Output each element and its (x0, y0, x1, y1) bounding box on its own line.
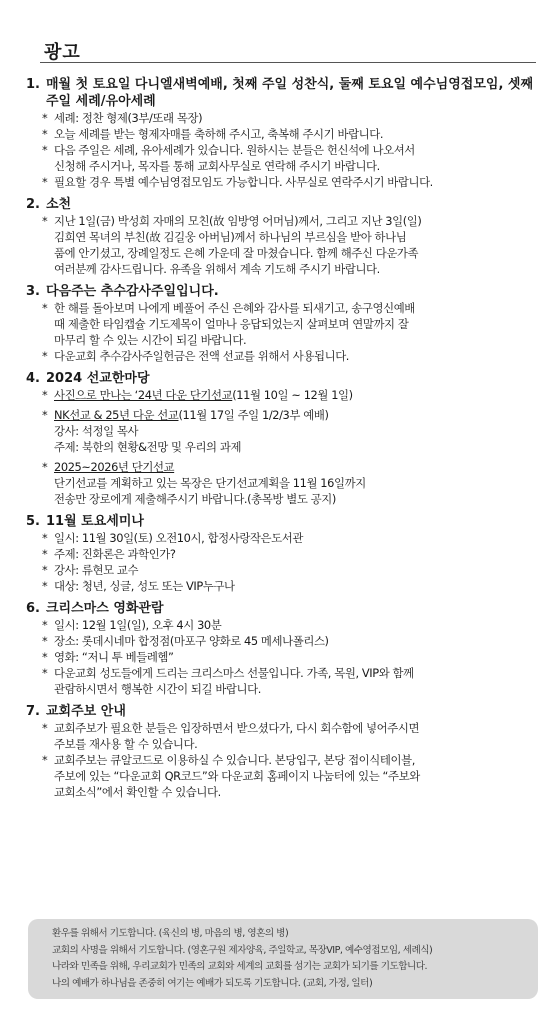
title-divider (40, 62, 536, 63)
section-number: 6. (26, 601, 40, 616)
bullet-star-icon: * (42, 666, 48, 680)
section-3 (26, 283, 542, 364)
section-number: 3. (26, 284, 40, 299)
list-item: * 교회주보가 필요한 분들은 입장하면서 받으셨다가, 다시 회수함에 넣어주시면 주보를 재사용 할 수 있습니다. (42, 721, 420, 751)
list-item: * 2025~2026년 단기선교 단기선교를 계획하고 있는 목장은 단기선교계획을 11월 16일까지 전송만 장로에게 제출해주시기 바랍니다.(총목방 별도 공지) (42, 460, 366, 506)
list-item: * 대상: 청년, 싱글, 성도 또는 VIP누구나 (42, 579, 235, 593)
page-title: 광고 (44, 42, 81, 63)
section-heading: 11월 토요세미나 (46, 514, 144, 529)
list-item: * 다음 주일은 세례, 유아세례가 있습니다. 원하시는 분들은 헌신석에 나오셔서 신청해 주시거나, 목자를 통해 교회사무실로 연락해 주시기 바랍니다. (42, 143, 415, 173)
section-number: 7. (26, 704, 40, 719)
section-title (26, 703, 542, 720)
list-item: * 지난 1일(금) 박성희 자매의 모친(故 임방영 어머님)께서, 그리고 지난 3일(일) 김희연 목녀의 부친(故 김길웅 아버님)께서 하나님의 부르심을 받아 하나님 품에 안기셨고, 장례일정도 은혜 가운데 잘 마쳤습니다. 함께 해주신 다운가족 여러분께 감사드립니다. 유족을 위해서 계속 기도해 주시기 바랍니다. (42, 214, 422, 276)
list-item: * 오늘 세례를 받는 형제자매를 축하해 주시고, 축복해 주시기 바랍니다. (42, 127, 384, 141)
section-5 (26, 513, 542, 594)
section-1 (26, 76, 542, 190)
list-item: * 일시: 12월 1일(일), 오후 4시 30분 (42, 618, 222, 632)
list-item: * NK선교 & 25년 다운 선교(11월 17일 주일 1/2/3부 예배) 강사: 석정일 목사 주제: 북한의 현황&전망 및 우리의 과제 (42, 408, 329, 454)
list-item: * 필요할 경우 특별 예수님영접모임도 가능합니다. 사무실로 연락주시기 바랍니다. (42, 175, 433, 189)
prayer-list (52, 926, 532, 992)
list-item: * 다운교회 추수감사주일헌금은 전액 선교를 위해서 사용됩니다. (42, 349, 350, 363)
section-heading: 크리스마스 영화관람 (46, 601, 164, 616)
list-item: * 주제: 진화론은 과학인가? (42, 547, 176, 561)
section-number: 2. (26, 197, 40, 212)
list-item: * 일시: 11월 30일(토) 오전10시, 합정사랑작은도서관 (42, 531, 303, 545)
section-number: 4. (26, 371, 40, 386)
bullet-star-icon: * (42, 563, 48, 577)
section-2 (26, 196, 542, 277)
list-item: * 교회주보는 큐알코드로 이용하실 수 있습니다. 본당입구, 본당 접이식테이블, 주보에 있는 “다운교회 QR코드”와 다운교회 홈페이지 나눔터에 있는 “주보와 교회소식”에서 확인할 수 있습니다. (42, 753, 420, 799)
bullet-star-icon: * (42, 143, 48, 157)
section-heading: 2024 선교한마당 (46, 371, 150, 386)
section-6 (26, 600, 542, 697)
bullet-star-icon: * (42, 634, 48, 648)
section-title (26, 283, 542, 300)
section-title (26, 196, 542, 213)
section-7 (26, 703, 542, 800)
bullet-star-icon: * (42, 531, 48, 545)
list-item: * 장소: 롯데시네마 합정점(마포구 양화로 45 메세나폴리스) (42, 634, 329, 648)
section-title (26, 513, 542, 530)
section-title (26, 600, 542, 617)
event-link[interactable]: 사진으로 만나는 ‘24년 다운 단기선교 (54, 388, 233, 402)
event-link[interactable]: 2025~2026년 단기선교 (54, 460, 175, 474)
section-heading: 소천 (46, 197, 72, 212)
bullet-star-icon: * (42, 579, 48, 593)
bullet-star-icon: * (42, 175, 48, 189)
section-heading: 다음주는 추수감사주일입니다. (46, 284, 219, 299)
prayer-line: 환우를 위해서 기도합니다. (육신의 병, 마음의 병, 영혼의 병) (52, 928, 289, 939)
bullet-star-icon: * (42, 214, 48, 228)
announcement-sections (26, 70, 542, 800)
list-item: * 한 해를 돌아보며 나에게 베풀어 주신 은혜와 감사를 되새기고, 송구영신예배 때 제출한 타임캡슐 기도제목이 얼마나 응답되었는지 살펴보며 연말까지 잘 마무리 할 수 있는 시간이 되길 바랍니다. (42, 301, 415, 347)
prayer-line: 나의 예배가 하나님을 존중히 여기는 예배가 되도록 기도합니다. (교회, 가정, 일터) (52, 977, 373, 989)
prayer-line: 교회의 사명을 위해서 기도합니다. (영혼구원 제자양육, 주일학교, 목장VIP, 예수영접모임, 세례식) (52, 944, 433, 956)
list-item: * 세례: 정찬 형제(3부/또래 목장) (42, 111, 203, 125)
bullet-star-icon: * (42, 721, 48, 735)
list-item: * 영화: “저니 투 베들레헴” (42, 650, 174, 664)
bullet-star-icon: * (42, 127, 48, 141)
bullet-star-icon: * (42, 650, 48, 664)
section-title (26, 76, 542, 110)
list-item: * 사진으로 만나는 ‘24년 다운 단기선교(11월 10일 ~ 12월 1일) (42, 388, 353, 402)
bullet-star-icon: * (42, 111, 48, 125)
bullet-star-icon: * (42, 388, 48, 402)
bullet-star-icon: * (42, 301, 48, 315)
list-item: * 강사: 류현모 교수 (42, 563, 139, 577)
section-number: 1. (26, 77, 40, 92)
bullet-star-icon: * (42, 408, 48, 422)
bullet-star-icon: * (42, 753, 48, 767)
event-link[interactable]: NK선교 & 25년 다운 선교 (54, 408, 179, 422)
bullet-star-icon: * (42, 618, 48, 632)
section-heading: 교회주보 안내 (46, 704, 126, 719)
list-item: * 다운교회 성도들에게 드리는 크리스마스 선물입니다. 가족, 목원, VIP와 함께 관람하시면서 행복한 시간이 되길 바랍니다. (42, 666, 414, 696)
section-4 (26, 370, 542, 507)
section-heading: 매월 첫 토요일 다니엘새벽예배, 첫째 주일 성찬식, 둘째 토요일 예수님영접모임, 셋째 주일 세례/유아세례 (46, 77, 534, 109)
bullet-star-icon: * (42, 460, 48, 474)
bullet-star-icon: * (42, 349, 48, 363)
bullet-star-icon: * (42, 547, 48, 561)
prayer-line: 나라와 민족을 위해, 우리교회가 민족의 교회와 세계의 교회를 섬기는 교회가 되기를 기도합니다. (52, 961, 428, 972)
section-title (26, 370, 542, 387)
prayer-footer-box (28, 919, 538, 999)
section-number: 5. (26, 514, 40, 529)
